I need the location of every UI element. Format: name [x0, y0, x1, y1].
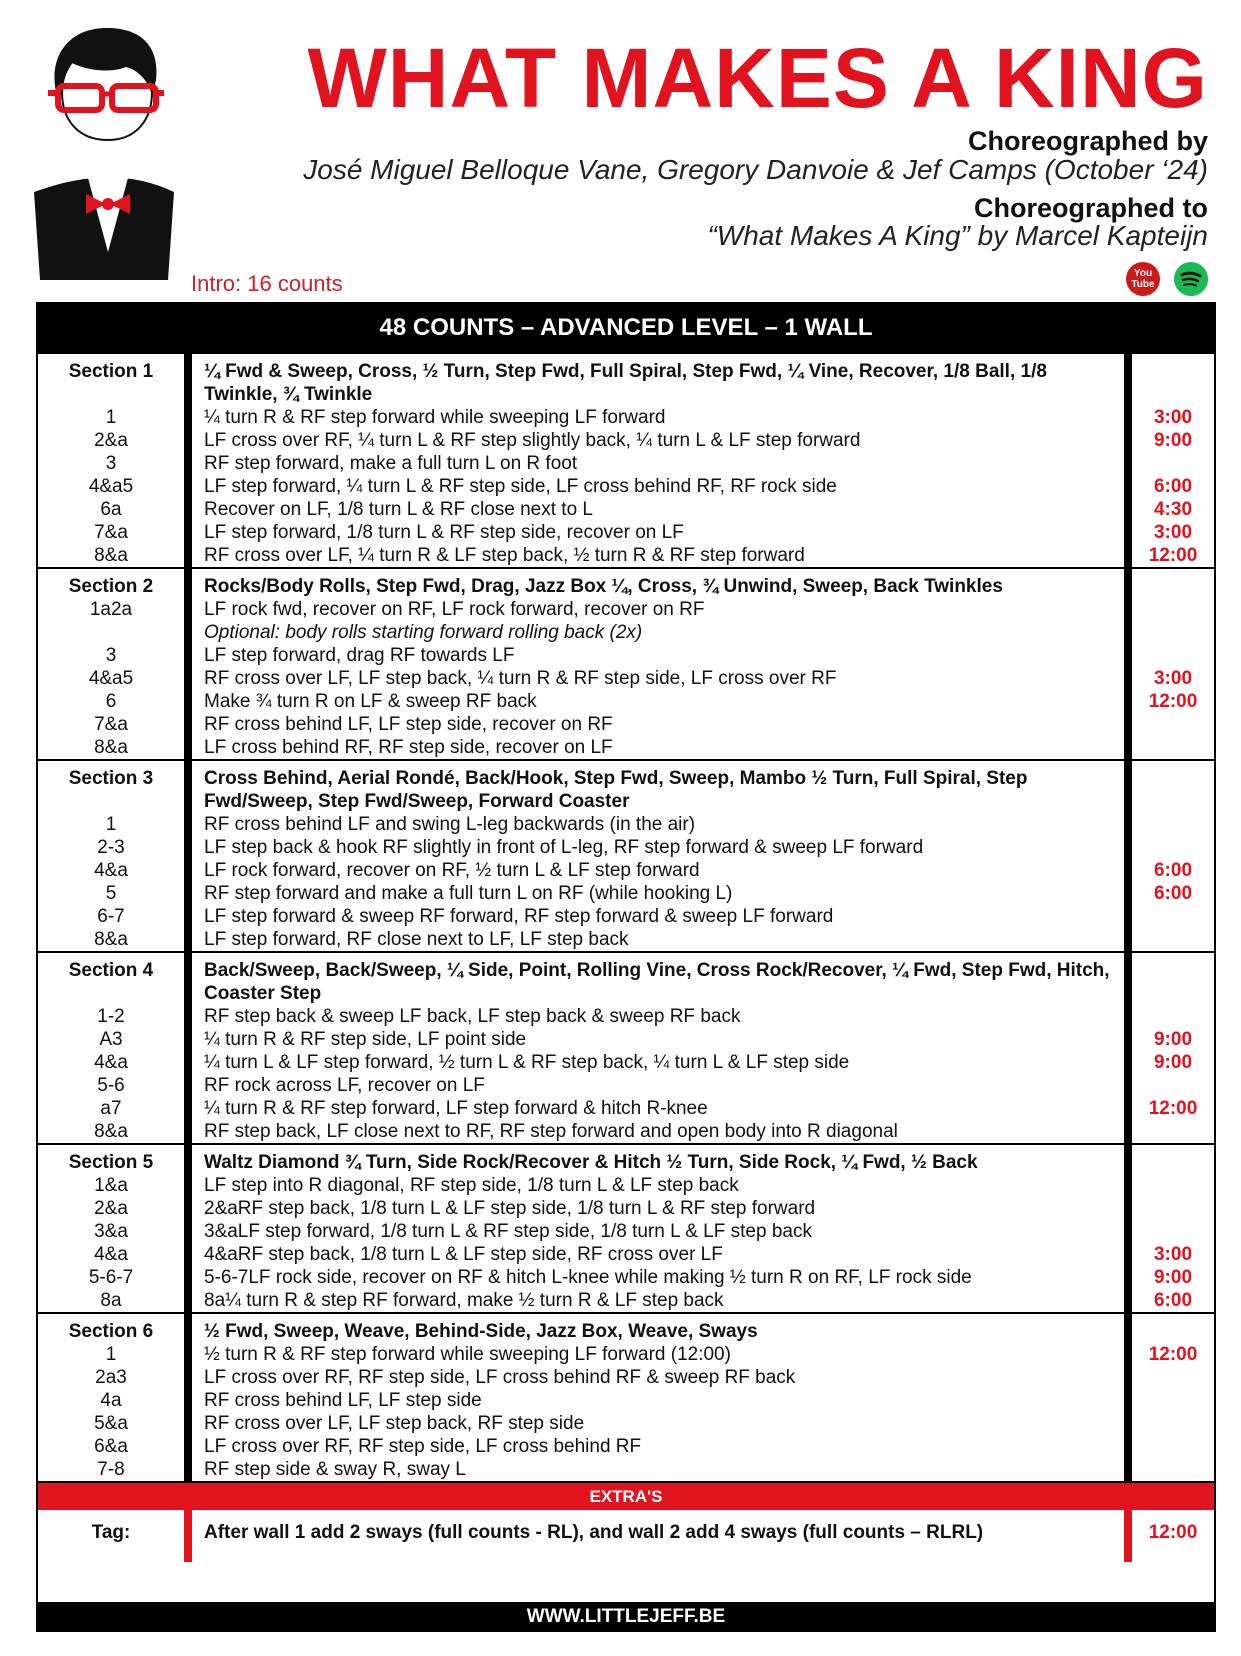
- step-description: RF step forward, make a full turn L on R foot: [204, 453, 578, 474]
- divider: [1124, 1145, 1132, 1312]
- wall-direction: [1132, 836, 1214, 859]
- wall-direction: [1132, 1435, 1214, 1458]
- step-description: 2&aRF step back, 1/8 turn L & LF step side, 1/8 turn L & RF step forward: [204, 1198, 816, 1219]
- step-description: LF step forward, drag RF towards LF: [204, 645, 515, 666]
- wall-direction: [1132, 452, 1214, 475]
- step-description: LF step forward & sweep RF forward, RF step forward & sweep LF forward: [204, 906, 834, 927]
- wall-direction: [1132, 1389, 1214, 1412]
- spotify-icon[interactable]: [1174, 262, 1208, 296]
- step-description: LF cross over RF, ¼ turn L & RF step slightly back, ¼ turn L & LF step forward: [204, 430, 861, 451]
- tag-label: Tag:: [91, 1522, 131, 1543]
- step-count: 8&a: [94, 929, 128, 950]
- king-mascot-icon: [28, 22, 178, 292]
- wall-direction: 12:00: [1148, 1344, 1198, 1365]
- wall-direction: [1132, 1074, 1214, 1097]
- wall-direction: [1132, 1120, 1214, 1143]
- step-description: ¼ turn R & RF step forward, LF step forward & hitch R-knee: [204, 1098, 708, 1119]
- section-walls-column: [1132, 354, 1214, 567]
- wall-direction: 9:00: [1153, 1052, 1193, 1073]
- section-walls-column: [1132, 953, 1214, 1143]
- section-title: Section 4: [68, 960, 154, 981]
- section-title: Section 1: [68, 361, 154, 382]
- step-count: 4&a5: [88, 668, 134, 689]
- step-count: 2&a: [94, 1198, 128, 1219]
- step-description: 3&aLF step forward, 1/8 turn L & RF step side, 1/8 turn L & LF step back: [204, 1221, 812, 1242]
- extras-bar: EXTRA'S: [38, 1483, 1214, 1510]
- section-counts-column: [38, 761, 184, 951]
- wall-direction: [1132, 621, 1214, 644]
- step-count: 6: [105, 691, 117, 712]
- wall-direction: 12:00: [1148, 545, 1198, 566]
- step-count: 4&a5: [88, 476, 134, 497]
- step-count: 4&a: [94, 1244, 128, 1265]
- step-count: 5&a: [94, 1413, 128, 1434]
- divider: [1124, 569, 1132, 759]
- wall-direction: 9:00: [1153, 1267, 1193, 1288]
- step-description: 8a¼ turn R & step RF forward, make ½ turn R & LF step back: [204, 1290, 724, 1311]
- step-count: 1&a: [94, 1175, 128, 1196]
- choreographed-by-label: Choreographed by: [967, 126, 1208, 156]
- tag-text: After wall 1 add 2 sways (full counts - RL), and wall 2 add 4 sways (full counts – RLRL): [204, 1522, 984, 1543]
- step-count: 5: [105, 883, 117, 904]
- wall-direction: 6:00: [1153, 1290, 1193, 1311]
- divider: [184, 1145, 192, 1312]
- step-description: Recover on LF, 1/8 turn L & RF close next to L: [204, 499, 593, 520]
- step-description: LF step back & hook RF slightly in front of L-leg, RF step forward & sweep LF forward: [204, 837, 924, 858]
- step-count: 1: [105, 407, 117, 428]
- step-count: 1: [105, 1344, 117, 1365]
- section-title: Section 6: [68, 1321, 154, 1342]
- section-steps-column: [192, 761, 1124, 951]
- step-count: 4&a: [94, 860, 128, 881]
- section-heading: ½ Fwd, Sweep, Weave, Behind-Side, Jazz Box, Weave, Sways: [204, 1321, 758, 1342]
- wall-direction: [1132, 928, 1214, 951]
- header: [0, 0, 1241, 300]
- step-description: RF step back & sweep LF back, LF step back & sweep RF back: [204, 1006, 741, 1027]
- divider: [1124, 761, 1132, 951]
- section-steps-column: [192, 1145, 1124, 1312]
- wall-direction: 12:00: [1148, 1098, 1198, 1119]
- section-walls-column: [1132, 569, 1214, 759]
- step-count: 6-7: [97, 906, 125, 927]
- section-5: [38, 1145, 1214, 1314]
- step-description: RF cross over LF, LF step back, ¼ turn R & RF step side, LF cross over RF: [204, 668, 837, 689]
- step-description: RF cross behind LF, LF step side: [204, 1390, 482, 1411]
- wall-direction: 3:00: [1153, 1244, 1193, 1265]
- wall-direction: [1132, 1458, 1214, 1481]
- step-count: 7-8: [97, 1459, 125, 1480]
- wall-direction: 9:00: [1153, 430, 1193, 451]
- section-counts-column: [38, 1314, 184, 1481]
- wall-direction: 3:00: [1153, 668, 1193, 689]
- step-count: 2a3: [95, 1367, 127, 1388]
- step-description: RF cross over LF, LF step back, RF step side: [204, 1413, 585, 1434]
- section-walls-column: [1132, 1314, 1214, 1481]
- section-title: Section 5: [68, 1152, 154, 1173]
- tag-row: [38, 1510, 1214, 1562]
- step-description: LF cross over RF, RF step side, LF cross behind RF: [204, 1436, 642, 1457]
- section-heading: Rocks/Body Rolls, Step Fwd, Drag, Jazz Box ¼, Cross, ¾ Unwind, Sweep, Back Twinkles: [204, 576, 1003, 597]
- step-count: 3&a: [94, 1221, 128, 1242]
- optional-step-note: Optional: body rolls starting forward rolling back (2x): [204, 622, 643, 643]
- step-count: 3: [105, 645, 117, 666]
- step-description: LF cross behind RF, RF step side, recover on LF: [204, 737, 613, 758]
- section-counts-column: [38, 1145, 184, 1312]
- wall-direction: 6:00: [1153, 860, 1193, 881]
- wall-direction: [1132, 598, 1214, 621]
- step-description: RF step back, LF close next to RF, RF step forward and open body into R diagonal: [204, 1121, 898, 1142]
- step-description: ¼ turn R & RF step forward while sweeping LF forward: [204, 407, 666, 428]
- wall-direction: 3:00: [1153, 522, 1193, 543]
- wall-direction: [1132, 813, 1214, 836]
- step-description: LF rock forward, recover on RF, ½ turn L & LF step forward: [204, 860, 700, 881]
- step-count: 2-3: [97, 837, 125, 858]
- song-title: WHAT MAKES A KING: [307, 31, 1208, 125]
- intro-counts: Intro: 16 counts: [191, 271, 343, 296]
- section-title: Section 3: [68, 768, 154, 789]
- step-count: 1-2: [97, 1006, 125, 1027]
- step-description: LF step forward, 1/8 turn L & RF step side, recover on LF: [204, 522, 684, 543]
- youtube-icon[interactable]: You Tube: [1126, 262, 1160, 296]
- step-description: RF step forward and make a full turn L on RF (while hooking L): [204, 883, 733, 904]
- step-count: 4a: [100, 1390, 122, 1411]
- divider: [1124, 354, 1132, 567]
- section-counts-column: [38, 354, 184, 567]
- step-count: 5-6-7: [88, 1267, 134, 1288]
- step-description: 4&aRF step back, 1/8 turn L & LF step side, RF cross over LF: [204, 1244, 723, 1265]
- section-steps-column: [192, 1314, 1124, 1481]
- step-count: 5-6: [97, 1075, 125, 1096]
- section-heading: ¼ Fwd & Sweep, Cross, ½ Turn, Step Fwd, Full Spiral, Step Fwd, ¼ Vine, Recover, 1/8 Ball, 1/8 Twinkle, ¾ Twinkle: [204, 361, 1047, 405]
- step-count: 8a: [100, 1290, 122, 1311]
- wall-direction: [1132, 1005, 1214, 1028]
- step-count: 1a2a: [89, 599, 133, 620]
- step-description: LF step forward, RF close next to LF, LF step back: [204, 929, 629, 950]
- step-count: 1: [105, 814, 117, 835]
- section-steps-column: [192, 569, 1124, 759]
- divider: [184, 569, 192, 759]
- step-count: [38, 621, 184, 644]
- step-count: 2&a: [94, 430, 128, 451]
- section-6: [38, 1314, 1214, 1483]
- step-count: 8&a: [94, 1121, 128, 1142]
- step-count: 6&a: [94, 1436, 128, 1457]
- section-heading: Back/Sweep, Back/Sweep, ¼ Side, Point, Rolling Vine, Cross Rock/Recover, ¼ Fwd, Step Fwd, Hitch, Coaster Step: [204, 960, 1110, 1004]
- choreographers: José Miguel Belloque Vane, Gregory Danvoie & Jef Camps (October ‘24): [303, 154, 1208, 185]
- divider: [1124, 1314, 1132, 1481]
- step-description: RF cross over LF, ¼ turn R & LF step back, ½ turn R & RF step forward: [204, 545, 805, 566]
- step-count: A3: [99, 1029, 123, 1050]
- step-sheet: [36, 302, 1216, 1632]
- step-description: Make ¾ turn R on LF & sweep RF back: [204, 691, 537, 712]
- wall-direction: [1132, 1366, 1214, 1389]
- section-walls-column: [1132, 1145, 1214, 1312]
- step-count: 3: [105, 453, 117, 474]
- section-steps-column: [192, 354, 1124, 567]
- divider: [184, 953, 192, 1143]
- section-heading: Waltz Diamond ¾ Turn, Side Rock/Recover & Hitch ½ Turn, Side Rock, ¼ Fwd, ½ Back: [204, 1152, 978, 1173]
- wall-direction: 6:00: [1153, 883, 1193, 904]
- divider: [184, 761, 192, 951]
- divider: [184, 1510, 192, 1562]
- divider: [1124, 1510, 1132, 1562]
- divider: [184, 1314, 192, 1481]
- divider: [184, 354, 192, 567]
- tag-wall: 12:00: [1148, 1522, 1198, 1543]
- step-count: 4&a: [94, 1052, 128, 1073]
- step-count: 8&a: [94, 545, 128, 566]
- wall-direction: 3:00: [1153, 407, 1193, 428]
- sections: [38, 354, 1214, 1483]
- wall-direction: [1132, 736, 1214, 759]
- wall-direction: [1132, 644, 1214, 667]
- step-description: RF cross behind LF and swing L-leg backwards (in the air): [204, 814, 696, 835]
- step-description: LF cross over RF, RF step side, LF cross behind RF & sweep RF back: [204, 1367, 796, 1388]
- step-description: ¼ turn L & LF step forward, ½ turn L & RF step back, ¼ turn L & LF step side: [204, 1052, 850, 1073]
- website-link[interactable]: WWW.LITTLEJEFF.BE: [36, 1602, 1216, 1632]
- wall-direction: 9:00: [1153, 1029, 1193, 1050]
- section-counts-column: [38, 953, 184, 1143]
- wall-direction: 12:00: [1148, 691, 1198, 712]
- wall-direction: [1132, 1174, 1214, 1197]
- choreographed-to-label: Choreographed to: [974, 193, 1208, 223]
- wall-direction: [1132, 1197, 1214, 1220]
- wall-direction: [1132, 1220, 1214, 1243]
- section-4: [38, 953, 1214, 1145]
- step-count: 8&a: [94, 737, 128, 758]
- step-count: 7&a: [94, 714, 128, 735]
- step-description: RF rock across LF, recover on LF: [204, 1075, 485, 1096]
- wall-direction: 6:00: [1153, 476, 1193, 497]
- step-description: LF step forward, ¼ turn L & RF step side, LF cross behind RF, RF rock side: [204, 476, 837, 497]
- section-walls-column: [1132, 761, 1214, 951]
- music-credit: “What Makes A King” by Marcel Kapteijn: [707, 220, 1208, 251]
- step-description: RF cross behind LF, LF step side, recover on RF: [204, 714, 613, 735]
- wall-direction: 4:30: [1153, 499, 1193, 520]
- step-description: LF rock fwd, recover on RF, LF rock forward, recover on RF: [204, 599, 705, 620]
- section-heading: Cross Behind, Aerial Rondé, Back/Hook, Step Fwd, Sweep, Mambo ½ Turn, Full Spiral, Step Fwd/Sweep, Step Fwd/Sweep, Forward Coaster: [204, 768, 1028, 812]
- step-description: ½ turn R & RF step forward while sweeping LF forward (12:00): [204, 1344, 731, 1365]
- step-description: RF step side & sway R, sway L: [204, 1459, 466, 1480]
- wall-direction: [1132, 905, 1214, 928]
- divider: [1124, 953, 1132, 1143]
- wall-direction: [1132, 713, 1214, 736]
- section-3: [38, 761, 1214, 953]
- step-count: a7: [100, 1098, 122, 1119]
- section-counts-column: [38, 569, 184, 759]
- step-description: 5-6-7LF rock side, recover on RF & hitch L-knee while making ½ turn R on RF, LF rock side: [204, 1267, 972, 1288]
- section-1: [38, 354, 1214, 569]
- step-description: ¼ turn R & RF step side, LF point side: [204, 1029, 527, 1050]
- section-2: [38, 569, 1214, 761]
- step-count: 7&a: [94, 522, 128, 543]
- counts-level-walls-bar: 48 COUNTS – ADVANCED LEVEL – 1 WALL: [38, 302, 1214, 354]
- section-title: Section 2: [68, 576, 154, 597]
- step-description: LF step into R diagonal, RF step side, 1/8 turn L & LF step back: [204, 1175, 739, 1196]
- step-count: 6a: [100, 499, 122, 520]
- section-steps-column: [192, 953, 1124, 1143]
- wall-direction: [1132, 1412, 1214, 1435]
